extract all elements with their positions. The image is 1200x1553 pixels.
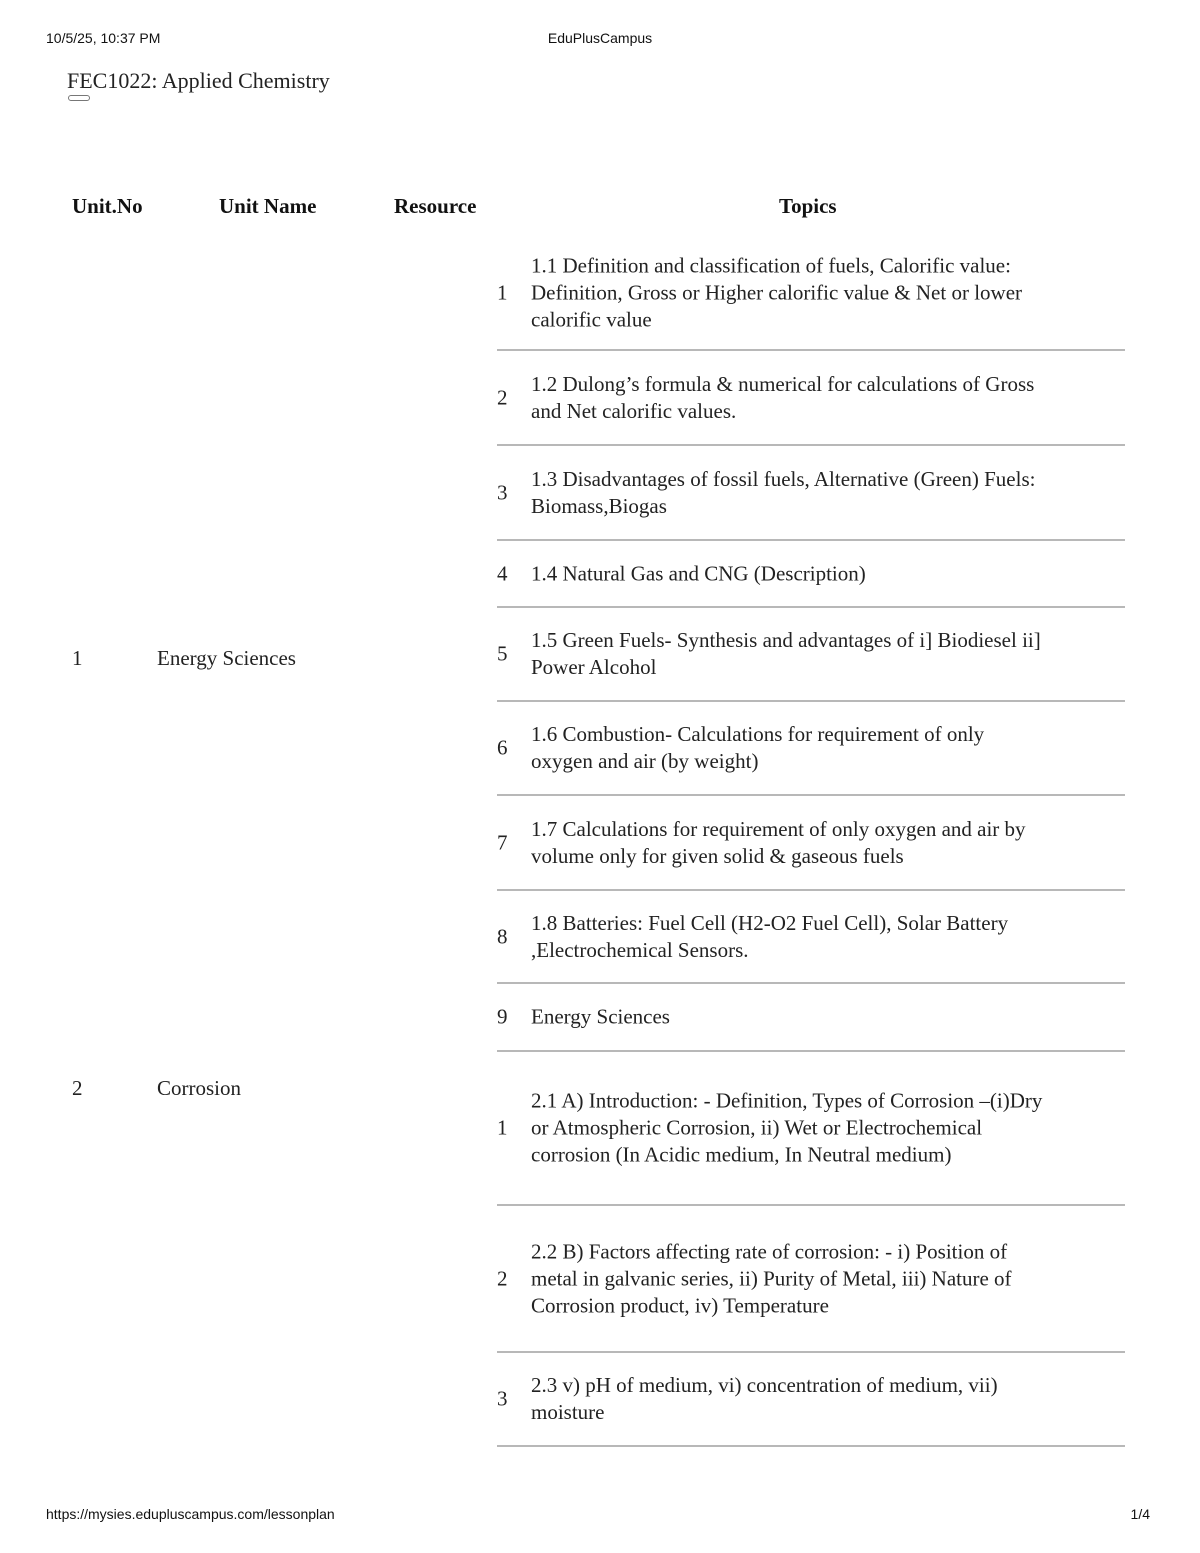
topic-number: 3 xyxy=(497,480,508,504)
topic-number: 2 xyxy=(497,385,508,409)
title-underline-mark xyxy=(68,95,90,101)
topic-text: 2.2 B) Factors affecting rate of corrosion: - i) Position of metal in galvanic series, ii) Purity of Metal, iii) Nature of Corrosion product, iv) Temperature xyxy=(531,1239,1012,1317)
topic-row xyxy=(497,608,1125,702)
topic-text: 1.2 Dulong’s formula & numerical for calculations of Gross and Net calorific values. xyxy=(531,371,1035,423)
header-unit-no: Unit.No xyxy=(72,194,143,218)
topic-text: 1.8 Batteries: Fuel Cell (H2-O2 Fuel Cell), Solar Battery ,Electrochemical Sensors. xyxy=(531,910,1009,962)
header-topics: Topics xyxy=(779,194,837,218)
topic-row xyxy=(497,446,1125,541)
topic-row xyxy=(497,1353,1125,1447)
topic-number: 8 xyxy=(497,924,508,948)
topic-number: 1 xyxy=(497,1115,508,1140)
topic-text: 1.4 Natural Gas and CNG (Description) xyxy=(531,561,866,585)
unit-2-number: 2 xyxy=(72,1076,83,1100)
topic-row xyxy=(497,891,1125,984)
topic-number: 3 xyxy=(497,1386,508,1411)
topic-number: 2 xyxy=(497,1266,508,1290)
topics-list xyxy=(497,236,1125,1447)
topic-number: 5 xyxy=(497,641,508,666)
print-site-title: EduPlusCampus xyxy=(547,30,653,46)
topic-text: 1.3 Disadvantages of fossil fuels, Alternative (Green) Fuels: Biomass,Biogas xyxy=(531,466,1036,518)
course-title: FEC1022: Applied Chemistry xyxy=(67,68,330,93)
topic-row xyxy=(497,351,1125,446)
topic-row xyxy=(497,1052,1125,1206)
topic-text: 1.6 Combustion- Calculations for requirement of only oxygen and air (by weight) xyxy=(531,722,985,773)
unit-1-name: Energy Sciences xyxy=(157,646,296,670)
topic-text: 1.5 Green Fuels- Synthesis and advantages of i] Biodiesel ii] Power Alcohol xyxy=(531,628,1041,679)
topic-number: 7 xyxy=(497,830,508,854)
print-datetime: 10/5/25, 10:37 PM xyxy=(46,30,161,46)
topic-text: 1.1 Definition and classification of fuels, Calorific value: Definition, Gross or Higher calorific value & Net or lower calorific value xyxy=(531,253,1023,331)
topic-number: 1 xyxy=(497,280,508,304)
print-footer xyxy=(0,1506,1200,1526)
topic-text: Energy Sciences xyxy=(531,1004,670,1029)
topic-number: 6 xyxy=(497,735,508,760)
header-resource: Resource xyxy=(394,194,477,218)
topic-text: 1.7 Calculations for requirement of only oxygen and air by volume only for given solid & gaseous fuels xyxy=(531,816,1026,868)
print-header xyxy=(0,30,1200,50)
unit-2-name: Corrosion xyxy=(157,1076,241,1100)
topic-number: 9 xyxy=(497,1004,508,1029)
header-unit-name: Unit Name xyxy=(219,194,317,218)
topic-text: 2.1 A) Introduction: - Definition, Types of Corrosion –(i)Dry or Atmospheric Corrosion, ii) Wet or Electrochemical corrosion (In Acidic medium, In Neutral medium) xyxy=(531,1088,1043,1167)
topic-row xyxy=(497,702,1125,796)
topic-row xyxy=(497,984,1125,1052)
topic-number: 4 xyxy=(497,561,508,585)
topic-row xyxy=(497,541,1125,608)
print-url: https://mysies.edupluscampus.com/lessonplan xyxy=(46,1506,335,1522)
print-page-number: 1/4 xyxy=(1130,1506,1150,1522)
topic-row xyxy=(497,236,1125,351)
unit-1-number: 1 xyxy=(72,646,83,670)
topic-row xyxy=(497,1206,1125,1353)
topic-row xyxy=(497,796,1125,891)
topic-text: 2.3 v) pH of medium, vi) concentration of medium, vii) moisture xyxy=(531,1373,998,1424)
